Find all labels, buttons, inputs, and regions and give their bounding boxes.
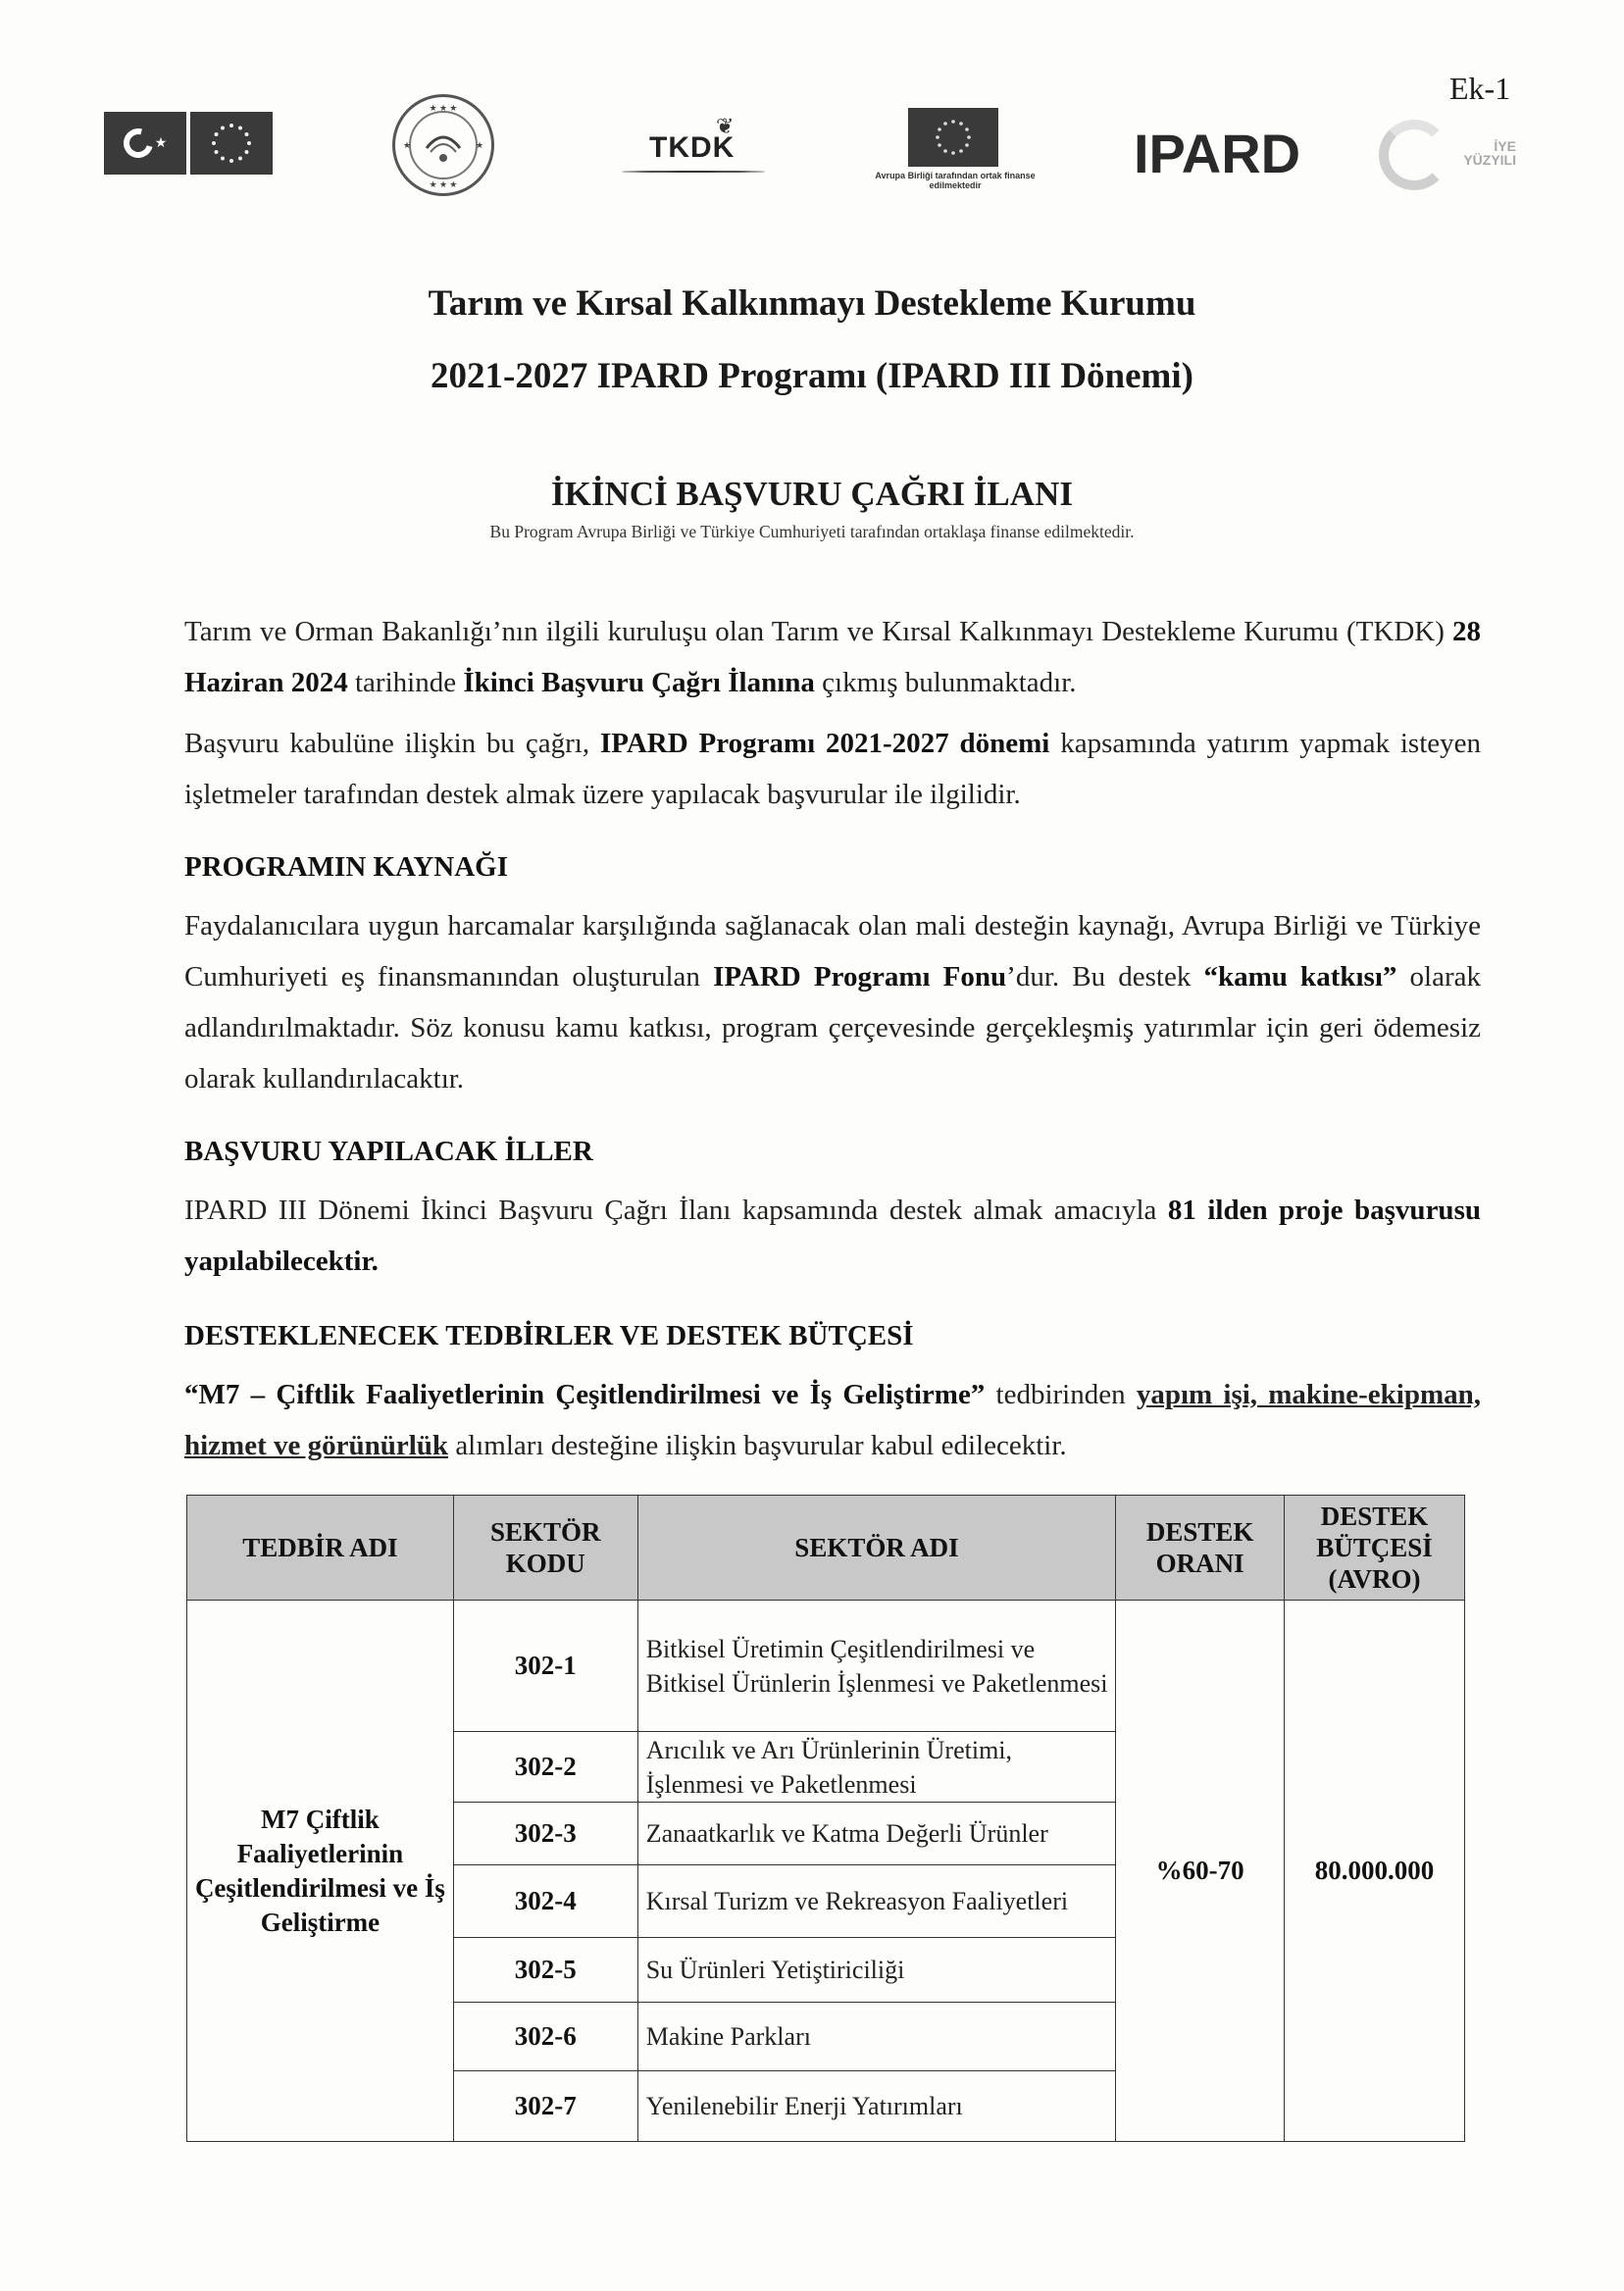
- intro-paragraph-2: Başvuru kabulüne ilişkin bu çağrı, IPARD Programı 2021-2027 dönemi kapsamında yatırım yapmak isteyen işletmeler tarafından destek almak üzere yapılacak başvurular ile ilgilidir.: [184, 728, 1481, 810]
- funding-subtitle: Bu Program Avrupa Birliği ve Türkiye Cumhuriyeti tarafından ortaklaşa finanse edilmektedir.: [489, 522, 1135, 541]
- sector-code: 302-2: [453, 1732, 637, 1803]
- turkey-flag-icon: [104, 112, 186, 175]
- ipard-logo: IPARD: [1134, 123, 1301, 184]
- eu-flag-icon: [908, 108, 998, 167]
- sector-name: Bitkisel Üretimin Çeşitlendirilmesi ve Bitkisel Ürünlerin İşlenmesi ve Paketlenmesi: [637, 1601, 1115, 1732]
- ministry-seal-icon: [392, 94, 494, 196]
- svg-text:★: ★: [403, 140, 412, 150]
- tkdk-logo: ❦ TKDK: [620, 110, 767, 188]
- table-row: [187, 1601, 1465, 1732]
- section-heading-source: PROGRAMIN KAYNAĞI: [184, 851, 509, 883]
- sector-name: Zanaatkarlık ve Katma Değerli Ürünler: [637, 1803, 1115, 1865]
- header-support-rate: DESTEK ORANI: [1116, 1496, 1285, 1601]
- svg-text:★: ★: [476, 140, 484, 150]
- header-sector-code: SEKTÖR KODU: [453, 1496, 637, 1601]
- sector-code: 302-7: [453, 2071, 637, 2142]
- sector-code: 302-1: [453, 1601, 637, 1732]
- svg-text:★ ★ ★: ★ ★ ★: [429, 179, 458, 189]
- institution-title: Tarım ve Kırsal Kalkınmayı Destekleme Kurumu: [428, 283, 1196, 324]
- eu-flag-icon: [190, 112, 273, 175]
- leaf-icon: ❦: [716, 114, 735, 138]
- source-paragraph: Faydalanıcılara uygun harcamalar karşılığında sağlanacak olan mali desteğin kaynağı, Avrupa Birliği ve Türkiye Cumhuriyeti eş finansmanından oluşturulan IPARD Programı Fonu’dur. Bu destek “kamu katkısı” olarak adlandırılmaktadır. Söz konusu kamu katkısı, program çerçevesinde gerçekleşmiş yatırımlar için geri ödemesiz olarak kullandırılacaktır.: [184, 910, 1481, 1095]
- sector-name: Su Ürünleri Yetiştiriciliği: [637, 1938, 1115, 2003]
- sector-code: 302-3: [453, 1803, 637, 1865]
- measures-paragraph: “M7 – Çiftlik Faaliyetlerinin Çeşitlendirilmesi ve İş Geliştirme” tedbirinden yapım işi, makine-ekipman, hizmet ve görünürlük alımları desteğine ilişkin başvurular kabul edilecektir.: [184, 1379, 1481, 1461]
- section-heading-measures: DESTEKLENECEK TEDBİRLER VE DESTEK BÜTÇESİ: [184, 1320, 914, 1351]
- provinces-paragraph: IPARD III Dönemi İkinci Başvuru Çağrı İlanı kapsamında destek almak amacıyla 81 ilden proje başvurusu yapılabilecektir.: [184, 1195, 1481, 1277]
- measures-table: [186, 1495, 1465, 2142]
- measure-name-cell: M7 Çiftlik Faaliyetlerinin Çeşitlendirilmesi ve İş Geliştirme: [187, 1601, 454, 2142]
- sector-name: Yenilenebilir Enerji Yatırımları: [637, 2071, 1115, 2142]
- table-header-row: [187, 1496, 1465, 1601]
- intro-paragraph-1: Tarım ve Orman Bakanlığı’nın ilgili kuruluşu olan Tarım ve Kırsal Kalkınmayı Destekleme Kurumu (TKDK) 28 Haziran 2024 tarihinde İkinci Başvuru Çağrı İlanına çıkmış bulunmaktadır.: [184, 616, 1481, 698]
- header-support-budget: DESTEK BÜTÇESİ (AVRO): [1285, 1496, 1465, 1601]
- sector-code: 302-4: [453, 1865, 637, 1938]
- sector-name: Arıcılık ve Arı Ürünlerinin Üretimi, İşlenmesi ve Paketlenmesi: [637, 1732, 1115, 1803]
- star-icon: ★: [154, 135, 168, 151]
- annex-label: Ek-1: [1449, 71, 1511, 106]
- eu-stars-icon: [190, 112, 273, 175]
- centenary-logo: İYE YÜZYILI: [1373, 116, 1520, 194]
- eu-funding-caption: Avrupa Birliği tarafından ortak finanse edilmektedir: [875, 171, 1036, 190]
- sector-code: 302-5: [453, 1938, 637, 2003]
- call-title: İKİNCİ BAŞVURU ÇAĞRI İLANI: [551, 475, 1073, 513]
- support-budget-cell: 80.000.000: [1285, 1601, 1465, 2142]
- svg-text:★ ★ ★: ★ ★ ★: [429, 103, 458, 113]
- header-sector-name: SEKTÖR ADI: [637, 1496, 1115, 1601]
- support-rate-cell: %60-70: [1116, 1601, 1285, 2142]
- sector-code: 302-6: [453, 2003, 637, 2071]
- section-heading-provinces: BAŞVURU YAPILACAK İLLER: [184, 1136, 593, 1167]
- program-title: 2021-2027 IPARD Programı (IPARD III Dönemi): [431, 356, 1193, 396]
- header-measure-name: TEDBİR ADI: [187, 1496, 454, 1601]
- sector-name: Makine Parkları: [637, 2003, 1115, 2071]
- sector-name: Kırsal Turizm ve Rekreasyon Faaliyetleri: [637, 1865, 1115, 1938]
- crescent-icon: [118, 124, 158, 164]
